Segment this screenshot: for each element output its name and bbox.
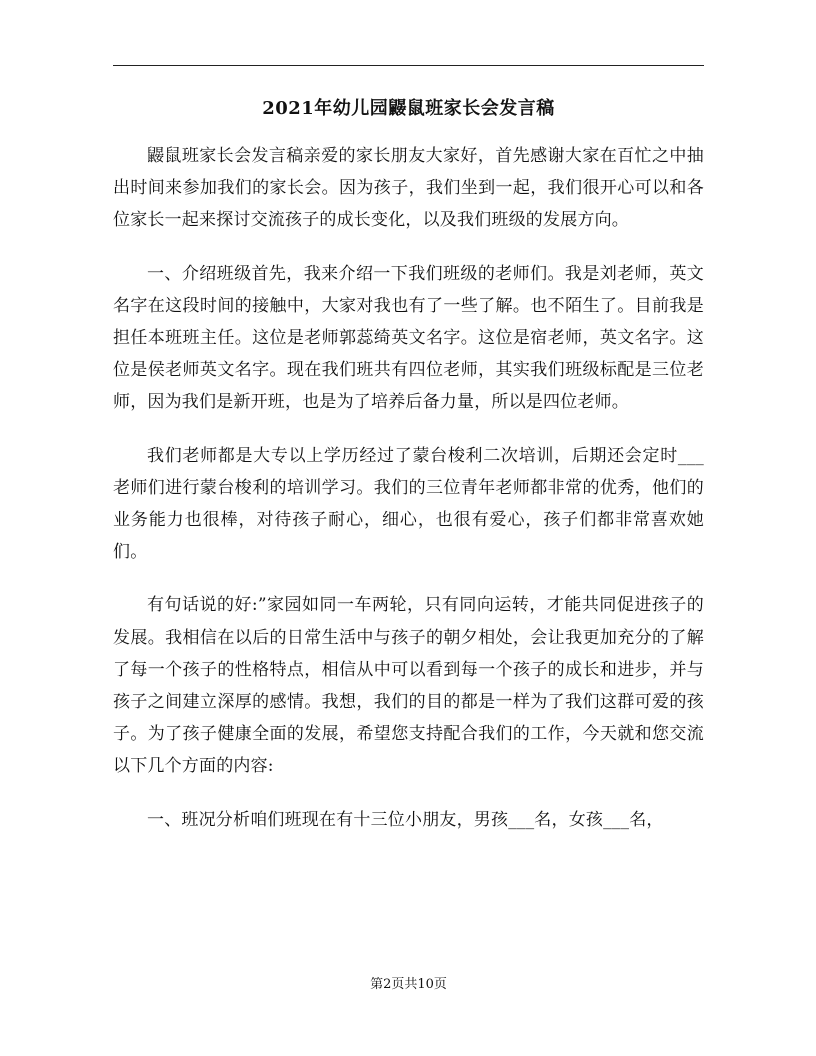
page-number: 第2页共10页 (370, 977, 447, 992)
paragraph-home-school: 有句话说的好:”家园如同一车两轮，只有同向运转，才能共同促进孩子的发展。我相信在以后的日常生活中与孩子的朝夕相处，会让我更加充分的了解了每一个孩子的性格特点，相信从中可以看到每一个孩子的成长和进步，并与孩子之间建立深厚的感情。我想，我们的目的都是一样为了我们这群可爱的孩子。为了孩子健康全面的发展，希望您支持配合我们的工作，今天就和您交流以下几个方面的内容: (113, 595, 704, 777)
header-rule (113, 65, 704, 66)
paragraph-intro: 鼹鼠班家长会发言稿亲爱的家长朋友大家好，首先感谢大家在百忙之中抽出时间来参加我们的家长会。因为孩子，我们坐到一起，我们很开心可以和各位家长一起来探讨交流孩子的成长变化，以及我们班级的发展方向。 (113, 146, 704, 231)
document-body (113, 140, 704, 857)
paragraph-class-introduction: 一、介绍班级首先，我来介绍一下我们班级的老师们。我是刘老师，英文名字在这段时间的接触中，大家对我也有了一些了解。也不陌生了。目前我是担任本班班主任。这位是老师郭蕊绮英文名字。这位是宿老师，英文名字。这位是侯老师英文名字。现在我们班共有四位老师，其实我们班级标配是三位老师，因为我们是新开班，也是为了培养后备力量，所以是四位老师。 (113, 263, 704, 413)
paragraph-teachers: 我们老师都是大专以上学历经过了蒙台梭利二次培训，后期还会定时___老师们进行蒙台梭利的培训学习。我们的三位青年老师都非常的优秀，他们的业务能力也很棒，对待孩子耐心，细心，也很有爱心，孩子们都非常喜欢她们。 (113, 445, 704, 563)
document-title: 2021年幼儿园鼹鼠班家长会发言稿 (262, 98, 555, 119)
paragraph-class-analysis: 一、班况分析咱们班现在有十三位小朋友，男孩___名，女孩___名， (147, 809, 664, 830)
